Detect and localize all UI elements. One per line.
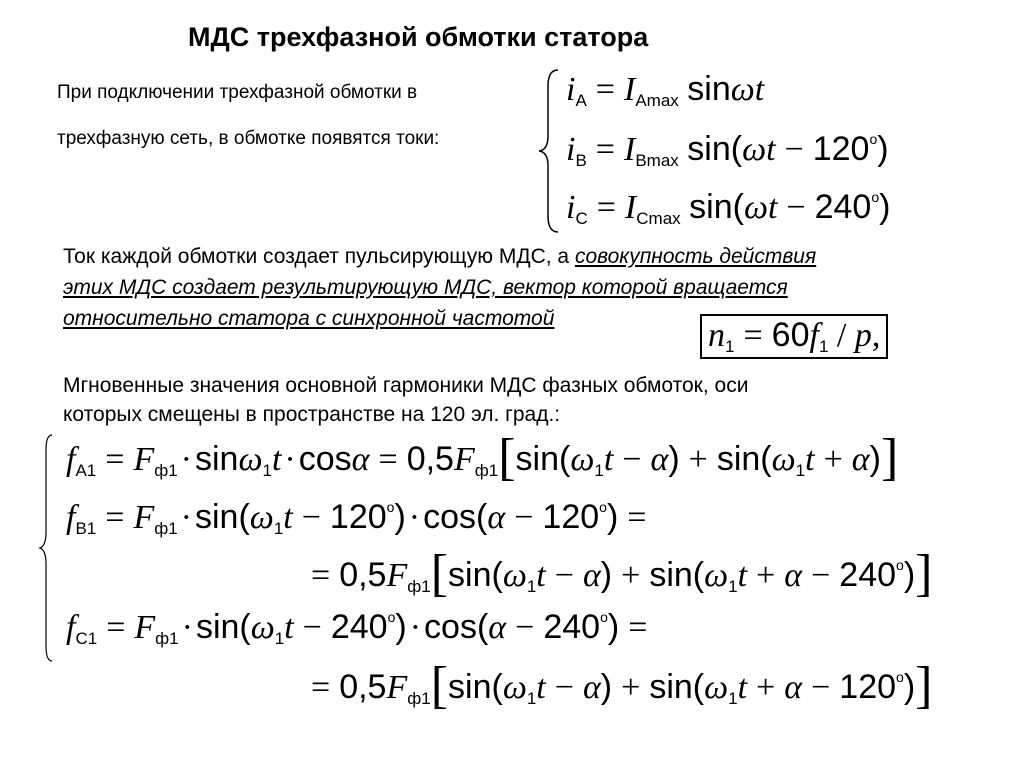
- paragraph-1-line-3: относительно статора с синхронной частотой: [63, 307, 555, 330]
- current-b-formula: $i_B = I_{Bmax}$ $\sin(\omega t - 120^o)$: [566, 130, 889, 170]
- current-a-formula: $i_A = I_{Amax}$ sinωt: [566, 70, 765, 110]
- currents-brace: [536, 66, 566, 236]
- mmf-c-formula-line-1: $f_{C1} = F_{ф1}\cdot\sin(\omega_1t - 240^o)\cdot\cos(\alpha - 240^o)$ =: [66, 608, 648, 648]
- current-c-formula: $i_C = I_{Cmax}$ $\sin(\omega t - 240^o)$: [566, 188, 891, 228]
- mmf-brace: [38, 432, 58, 664]
- paragraph-1-plain: Ток каждой обмотки создает пульсирующую МДС, а: [63, 245, 575, 268]
- mmf-c-formula-line-2: = $0,5F_{ф1}[\sin(\omega_1t - \alpha) + \sin(\omega_1t + \alpha - 120^o)]$: [311, 657, 933, 714]
- mmf-b-formula-line-1: $f_{B1} = F_{ф1}\cdot\sin(\omega_1t - 120^o)\cdot\cos(\alpha - 120^o)$ =: [66, 498, 647, 538]
- page-title: МДС трехфазной обмотки статора: [188, 22, 649, 52]
- paragraph-1-line-1: [63, 241, 816, 272]
- paragraph-1-underlined-1: совокупность действия: [574, 245, 817, 268]
- paragraph-2-line-1: Мгновенные значения основной гармоники МДС фазных обмоток, оси: [63, 374, 749, 397]
- intro-line-1: При подключении трехфазной обмотки в: [57, 82, 418, 103]
- intro-line-2: трехфазную сеть, в обмотке появятся токи:: [57, 128, 440, 149]
- sync-speed-formula: $n_1 = 60f_1 / p$,: [700, 314, 888, 359]
- mmf-a-formula: $f_{A1} = F_{ф1}\cdot\sin\omega_1t\cdot\cos\alpha = 0,5F_{ф1}[\sin(\omega_1t - \alpha) + \sin(\omega_1t + \alpha)]$: [66, 429, 899, 486]
- mmf-b-formula-line-2: = $0,5F_{ф1}[\sin(\omega_1t - \alpha) + \sin(\omega_1t + \alpha - 240^o)]$: [311, 545, 933, 602]
- paragraph-2-line-2: которых смещены в пространстве на 120 эл. град.:: [63, 403, 561, 426]
- paragraph-1-line-2: этих МДС создает результирующую МДС, вектор которой вращается: [63, 276, 788, 299]
